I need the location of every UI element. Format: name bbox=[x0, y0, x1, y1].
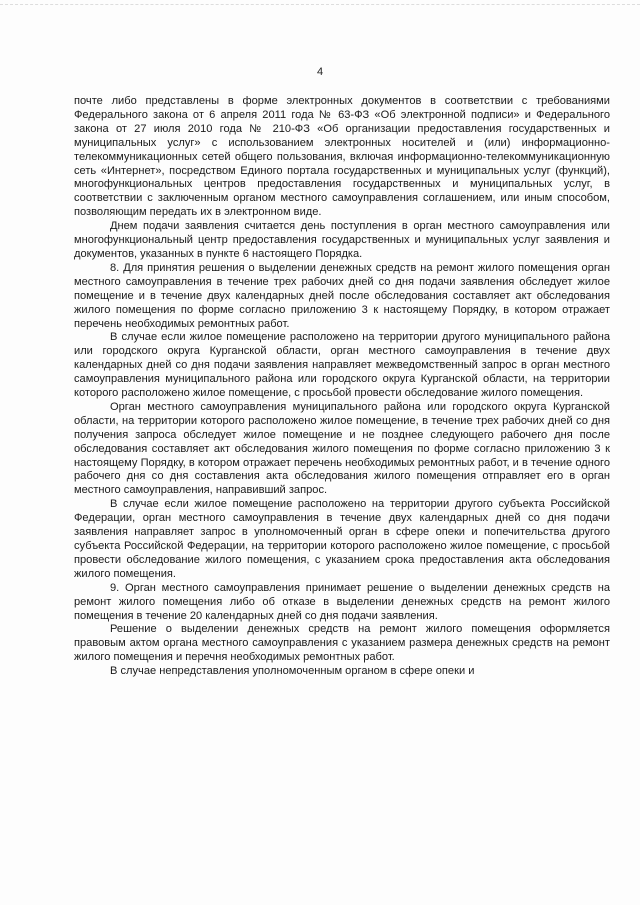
paragraph-1: почте либо представлены в форме электронных документов в соответствии с требованиями Федерального закона от 6 апреля 2011 года № 63-ФЗ «Об электронной подписи» и Федерального закона от 27 июля 2010 года № 210-ФЗ «Об организации предоставления государственных и муниципальных услуг» с использованием электронных носителей и (или) информационно-телекоммуникационных сетей общего пользования, включая информационно-телекоммуникационную сеть «Интернет», посредством Единого портала государственных и муниципальных услуг (функций), многофункциональных центров предоставления государственных и муниципальных услуг, в соответствии с заключенным органом местного самоуправления соглашением, или иным способом, позволяющим передать их в электронном виде. bbox=[74, 95, 610, 219]
scan-artifact-line bbox=[0, 4, 640, 8]
paragraph-4: В случае если жилое помещение расположено на территории другого муниципального района или городского округа Курганской области, орган местного самоуправления в течение двух календарных дней со дня подачи заявления направляет межведомственный запрос в орган местного самоуправления муниципального района или городского округа Курганской области, на территории которого расположено жилое помещение, с просьбой провести обследование жилого помещения. bbox=[74, 331, 610, 400]
paragraph-6: В случае если жилое помещение расположено на территории другого субъекта Российской Федерации, орган местного самоуправления в течение двух календарных дней со дня подачи заявления направляет запрос в уполномоченный орган в сфере опеки и попечительства другого субъекта Российской Федерации, на территории которого расположено жилое помещение, с просьбой провести обследование жилого помещения, с указанием срока предоставления акта обследования жилого помещения. bbox=[74, 498, 610, 580]
paragraph-8: Решение о выделении денежных средств на ремонт жилого помещения оформляется правовым актом органа местного самоуправления с указанием размера денежных средств на ремонт жилого помещения и перечня необходимых ремонтных работ. bbox=[74, 623, 610, 664]
paragraph-7: 9. Орган местного самоуправления принимает решение о выделении денежных средств на ремонт жилого помещения либо об отказе в выделении денежных средств на ремонт жилого помещения в течение 20 календарных дней со дня подачи заявления. bbox=[74, 581, 610, 622]
page-number: 4 bbox=[316, 66, 324, 78]
paragraph-9: В случае непредставления уполномоченным органом в сфере опеки и bbox=[110, 665, 475, 678]
paragraph-5: Орган местного самоуправления муниципального района или городского округа Курганской области, на территории которого расположено жилое помещение, в течение трех рабочих дней со дня получения запроса обследует жилое помещение и не позднее следующего рабочего дня после обследования составляет акт обследования жилого помещения по форме согласно приложению 3 к настоящему Порядку, в котором отражает перечень необходимых ремонтных работ, и в течение одного рабочего дня со дня составления акта обследования жилого помещения отправляет его в орган местного самоуправления, направивший запрос. bbox=[74, 400, 610, 497]
paragraph-2: Днем подачи заявления считается день поступления в орган местного самоуправления или многофункциональный центр предоставления государственных и муниципальных услуг заявления и документов, указанных в пункте 6 настоящего Порядка. bbox=[74, 220, 610, 260]
paragraph-3: 8. Для принятия решения о выделении денежных средств на ремонт жилого помещения орган местного самоуправления в течение трех рабочих дней со дня подачи заявления обследует жилое помещение и в течение двух календарных дней после обследования составляет акт обследования жилого помещения по форме согласно приложению 3 к настоящему Порядку, в котором отражает перечень необходимых ремонтных работ. bbox=[74, 261, 610, 330]
document-body bbox=[74, 95, 610, 679]
